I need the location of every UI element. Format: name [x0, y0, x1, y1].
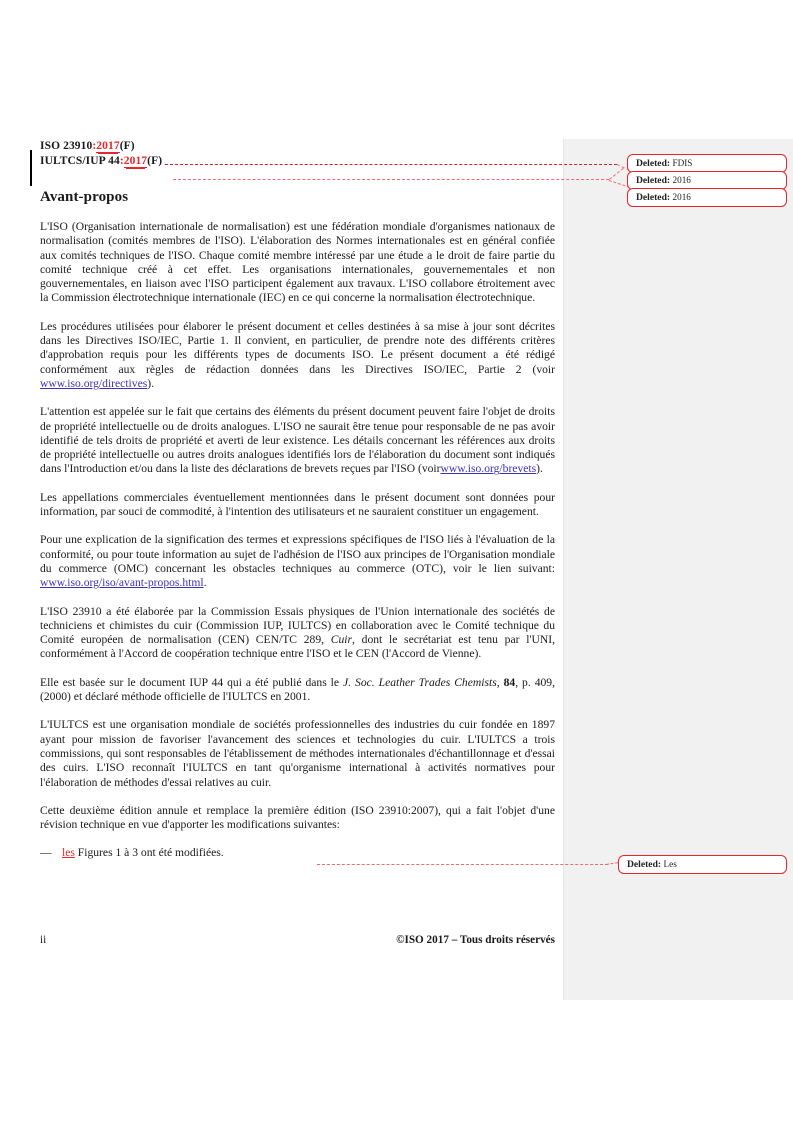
copyright-notice: ©ISO 2017 – Tous droits réservés: [396, 934, 555, 946]
page-title: Avant-propos: [40, 189, 129, 205]
balloon-value: 2016: [672, 175, 691, 185]
balloon-value: Les: [663, 859, 677, 869]
balloon-label: Deleted:: [636, 158, 671, 169]
paragraph-patent-rights: [40, 405, 555, 476]
link-iso-avant-propos[interactable]: www.iso.org/iso/avant-propos.html: [40, 576, 204, 590]
running-header-line-2: [40, 154, 555, 169]
paragraph-source-document: [40, 676, 555, 705]
balloon-value: FDIS: [672, 158, 693, 168]
running-header-line-1: [40, 139, 555, 154]
list-item: [40, 846, 555, 860]
balloon-label: Deleted:: [627, 859, 662, 870]
committee-title-italic: Cuir: [330, 633, 353, 647]
paragraph-source-sep: ,: [496, 675, 504, 689]
header-iultcs-number: IULTCS/IUP 44: [40, 154, 120, 167]
balloon-label: Deleted:: [636, 175, 671, 186]
document-body: [40, 139, 555, 861]
header-inserted-year-2: 2017: [123, 154, 148, 167]
header-colon-mark: :: [92, 140, 97, 152]
paragraph-committee-text: L'ISO 23910 a été élaborée par la Commission Essais physiques de l'Union internationale des sociétés de techniciens et chimistes du cuir (Commission IUP, IULTCS) en collaboration avec le Comité technique du Comité européen de normalisation (CEN) CEN/TC 289,: [40, 604, 555, 647]
leader-line-3: [317, 864, 608, 865]
paragraph-patent-tail: ).: [536, 462, 543, 476]
paragraph-procedures: [40, 320, 555, 391]
link-iso-brevets[interactable]: www.iso.org/brevets: [440, 462, 537, 476]
link-iso-directives[interactable]: www.iso.org/directives: [40, 376, 148, 390]
header-std-number: ISO 23910: [40, 140, 93, 152]
balloon-value: 2016: [672, 192, 691, 202]
paragraph-conformity: [40, 533, 555, 590]
list-item-text: Figures 1 à 3 ont été modifiées.: [77, 846, 224, 860]
paragraph-iso-intro: L'ISO (Organisation internationale de normalisation) est une fédération mondiale d'organismes nationaux de normalisation (comités membres de l'ISO). L'élaboration des Normes internationales est en général confiée aux comités techniques de l'ISO. Chaque comité membre intéressé par une étude a le droit de faire partie du comité technique créé à cet effet. Les organisations internationales, gouvernementales et non gouvernementales, en liaison avec l'ISO participent également aux travaux. L'ISO collabore étroitement avec la Commission électrotechnique internationale (IEC) en ce qui concerne la normalisation électrotechnique.: [40, 220, 555, 305]
paragraph-procedures-text: Les procédures utilisées pour élaborer le présent document et celles destinées à sa mise à jour sont décrites dans les Directives ISO/IEC, Partie 1. Il convient, en particulier, de prendre note des différents critères d'approbation requis pour les différents types de documents ISO. Le présent document a été rédigé conformément aux règles de rédaction données dans les Directives ISO/IEC, Partie 2 (voir: [40, 319, 555, 376]
deleted-balloon-4[interactable]: [618, 855, 787, 874]
header-lang-suffix: (F): [119, 140, 135, 152]
changes-list: [40, 846, 555, 860]
journal-name-italic: J. Soc. Leather Trades Chemists: [343, 675, 497, 689]
paragraph-procedures-tail: ).: [147, 376, 154, 390]
paragraph-iultcs-org: L'IULTCS est une organisation mondiale de sociétés professionnelles des industries du cuir fondée en 1897 ayant pour mission de favoriser l'avancement des sciences et technologies du cuir. L'IULTCS a trois commissions, qui sont responsables de l'établissement de méthodes internationales d'échantillonnage et d'essai des cuirs. L'ISO reconnaît l'IULTCS en tant qu'organisme international à activités normatives pour l'élaboration de méthodes d'essai relatives au cuir.: [40, 718, 555, 789]
paragraph-trade-names: Les appellations commerciales éventuellement mentionnées dans le présent document sont données pour information, par souci de commodité, à l'intention des utilisateurs et ne sauraient constituer un engagement.: [40, 490, 555, 519]
list-dash: —: [40, 846, 52, 860]
deleted-balloon-3[interactable]: [627, 188, 787, 207]
inserted-word-les: les: [62, 846, 75, 860]
paragraph-source-text: Elle est basée sur le document IUP 44 qui a été publié dans le: [40, 675, 344, 689]
running-header: [40, 139, 555, 168]
paragraph-second-edition: Cette deuxième édition annule et remplace la première édition (ISO 23910:2007), qui a fait l'objet d'une révision technique en vue d'apporter les modifications suivantes:: [40, 803, 555, 832]
paragraph-conformity-tail: .: [203, 576, 207, 590]
paragraph-conformity-text: Pour une explication de la signification des termes et expressions spécifiques de l'ISO liés à l'évaluation de la conformité, ou pour toute information au sujet de l'adhésion de l'ISO aux principes de l'Organisation mondiale du commerce (OMC) concernant les obstacles techniques au commerce (OTC), voir le lien suivant:: [40, 533, 555, 575]
header-lang-suffix-2: (F): [147, 154, 163, 167]
paragraph-committee-tail: , dont le secrétariat est tenu par l'UNI, conformément à l'Accord de coopération technique entre l'ISO et le CEN (l'Accord de Vienne).: [40, 633, 556, 661]
balloon-label: Deleted:: [636, 192, 671, 203]
header-inserted-year: 2017: [96, 140, 120, 152]
page-number: ii: [40, 934, 47, 946]
paragraph-source-tail: , p. 409, (2000) et déclaré méthode officielle de l'IULTCS en 2001.: [40, 675, 556, 704]
paragraph-committee: [40, 605, 555, 662]
paragraph-patent-text: L'attention est appelée sur le fait que certains des éléments du présent document peuvent faire l'objet de droits de propriété intellectuelle ou de droits analogues. L'ISO ne saurait être tenue pour responsable de ne pas avoir identifié de tels droits de propriété et averti de leur existence. Les détails concernant les références aux droits de propriété intellectuelle ou autres droits analogues identifiés lors de l'élaboration du document sont indiqués dans l'Introduction et/ou dans la liste des déclarations de brevets reçues par l'ISO (voir: [40, 405, 555, 476]
header-colon-mark-2: :: [119, 154, 124, 167]
journal-volume: 84: [503, 675, 516, 689]
change-bar: [30, 150, 32, 186]
